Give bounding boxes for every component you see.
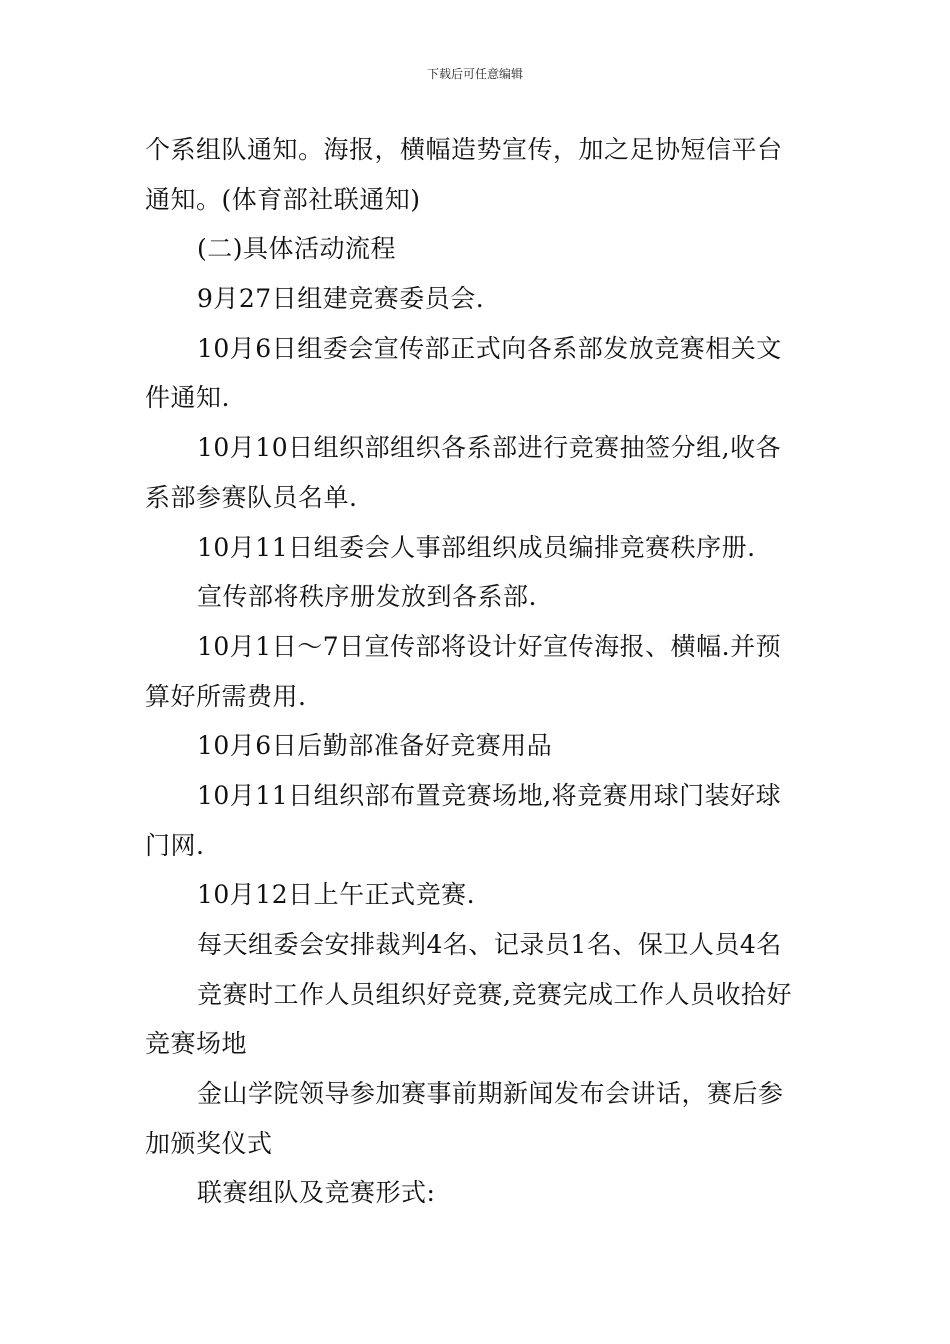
paragraph-line: (二)具体活动流程 (197, 234, 397, 264)
paragraph-line: 每天组委会安排裁判4名、记录员1名、保卫人员4名 (197, 930, 782, 959)
paragraph-line: 系部参赛队员名单. (145, 482, 358, 512)
paragraph-line: 门网. (145, 830, 205, 860)
paragraph-line: 10月12日上午正式竞赛. (197, 880, 476, 910)
document-body (145, 125, 809, 1218)
paragraph-line: 个系组队通知。海报，横幅造势宣传，加之足协短信平台 (145, 135, 783, 164)
paragraph-line: 竞赛时工作人员组织好竞赛,竞赛完成工作人员收拾好 (197, 979, 792, 1009)
paragraph-line: 宣传部将秩序册发放到各系部. (197, 582, 537, 612)
paragraph-line: 10月11日组委会人事部组织成员编排竞赛秩序册. (197, 532, 756, 562)
paragraph-line: 算好所需费用. (145, 681, 307, 711)
paragraph-line: 10月1日～7日宣传部将设计好宣传海报、横幅.并预 (197, 631, 782, 661)
paragraph-line: 联赛组队及竞赛形式: (197, 1178, 436, 1208)
paragraph-line: 通知。(体育部社联通知) (145, 184, 421, 214)
paragraph-line: 10月10日组织部组织各系部进行竞赛抽签分组,收各 (197, 433, 782, 463)
paragraph-line: 件通知. (145, 383, 230, 413)
paragraph-line: 金山学院领导参加赛事前期新闻发布会讲话，赛后参 (197, 1079, 784, 1109)
paragraph-line: 竞赛场地 (145, 1029, 248, 1059)
paragraph-line: 加颁奖仪式 (145, 1128, 273, 1158)
paragraph-line: 9月27日组建竞赛委员会. (197, 284, 485, 314)
paragraph-line: 10月6日组委会宣传部正式向各系部发放竞赛相关文 (197, 333, 782, 363)
paragraph-line: 10月11日组织部布置竞赛场地,将竞赛用球门装好球 (197, 780, 782, 810)
paragraph-line: 10月6日后勤部准备好竞赛用品 (197, 731, 553, 761)
header-note: 下载后可任意编辑 (426, 67, 523, 81)
